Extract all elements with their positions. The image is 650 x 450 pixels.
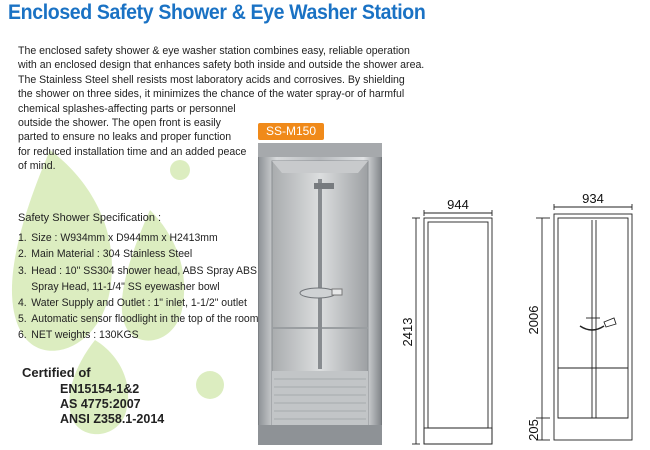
spec-number: 4. [18, 297, 27, 310]
certification-heading: Certified of [22, 365, 91, 380]
description-line: the shower on three sides, it minimizes the chance of the water spray-or of harmful [18, 88, 405, 101]
side-view-drawing [536, 204, 632, 440]
total-height-dimension: 2413 [400, 317, 415, 347]
spec-number: 6. [18, 329, 27, 342]
spec-text-continued: Spray Head, 11-1/4" SS eyewasher bowl [31, 280, 220, 293]
front-width-dimension: 944 [447, 197, 469, 212]
technical-drawings [400, 190, 650, 450]
description-line: outside the shower. The open front is easily [18, 117, 221, 130]
description-line: of mind. [18, 160, 56, 173]
model-badge: SS-M150 [258, 123, 324, 140]
product-photo [258, 143, 382, 445]
certification-standard: EN15154-1&2 [60, 382, 140, 396]
specification-heading: Safety Shower Specification : [18, 212, 162, 224]
page-title: Enclosed Safety Shower & Eye Washer Station [8, 1, 426, 24]
spec-item [18, 311, 265, 327]
spec-text: Head : 10" SS304 shower head, ABS Spray ABS [31, 264, 257, 277]
front-view-drawing [412, 210, 492, 444]
spec-number: 2. [18, 248, 27, 261]
spec-number: 3. [18, 264, 27, 277]
spec-item [18, 295, 265, 311]
spec-text: Water Supply and Outlet : 1" inlet, 1-1/2" outlet [31, 297, 247, 310]
description-line: chemical splashes-affecting parts or personnel [18, 102, 236, 115]
certification-standard: AS 4775:2007 [60, 397, 141, 411]
side-width-dimension: 934 [582, 191, 604, 206]
spec-item [18, 246, 265, 262]
upper-height-dimension: 2006 [526, 305, 541, 335]
description-line: for reduced installation time and an added peace [18, 145, 247, 158]
spec-item [18, 263, 265, 295]
description-line: The Stainless Steel shell resists most laboratory acids and corrosives. By shielding [18, 73, 405, 86]
spec-number: 5. [18, 313, 27, 326]
certification-standard: ANSI Z358.1-2014 [60, 412, 165, 426]
description-line: The enclosed safety shower & eye washer station combines easy, reliable operation [18, 45, 410, 57]
specification-section [18, 210, 278, 344]
spec-text: NET weights : 130KGS [31, 329, 139, 342]
spec-item [18, 230, 265, 246]
spec-item [18, 327, 265, 343]
certification-section [22, 365, 164, 427]
spec-text: Size : W934mm x D944mm x H2413mm [31, 232, 218, 245]
spec-text: Automatic sensor floodlight in the top of the room [31, 313, 259, 326]
specification-list [18, 230, 278, 343]
spec-text: Main Material : 304 Stainless Steel [31, 248, 193, 261]
description-line: with an enclosed design that enhances safety both inside and outside the shower area. [18, 59, 425, 72]
base-height-dimension: 205 [526, 419, 541, 441]
description-line: parted to ensure no leaks and proper function [18, 131, 232, 144]
spec-number: 1. [18, 232, 27, 245]
